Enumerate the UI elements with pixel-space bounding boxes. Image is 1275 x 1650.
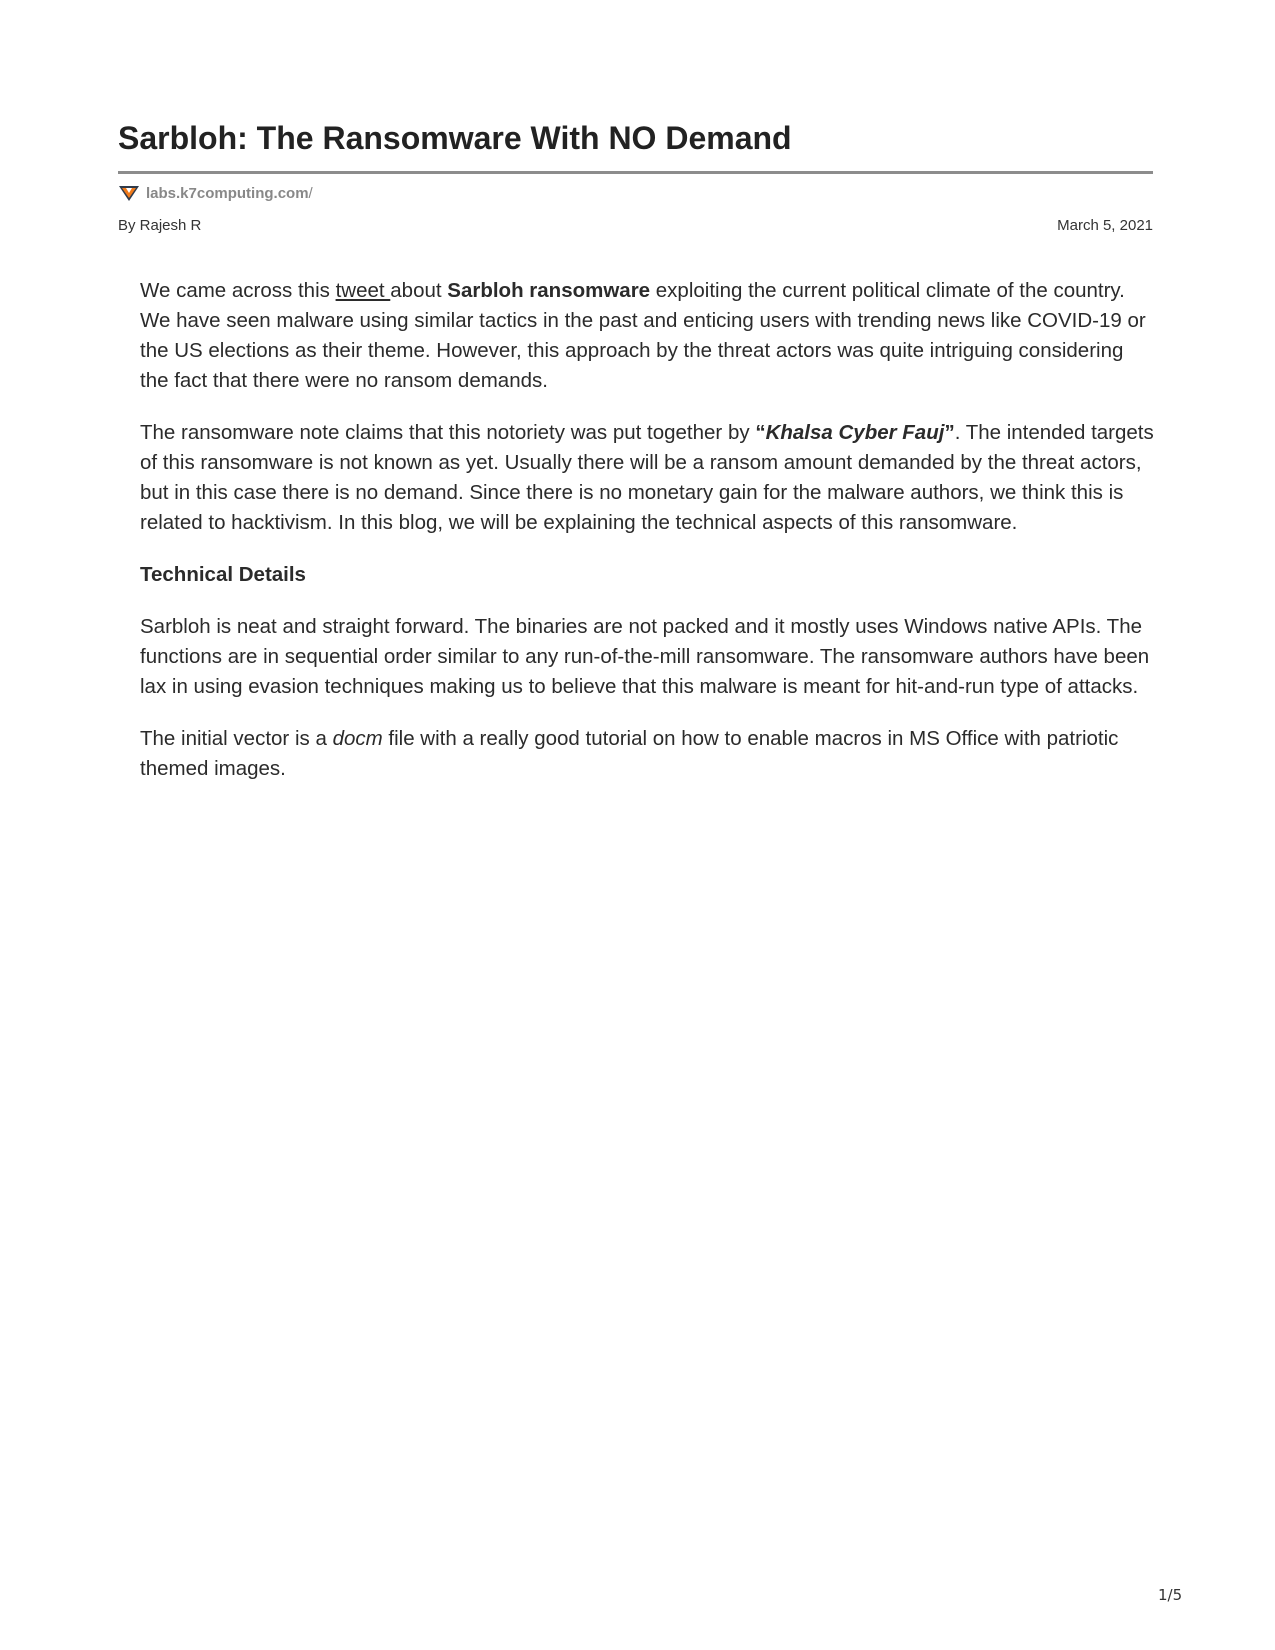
- intro-text-start: We came across this: [140, 279, 336, 302]
- close-quote: ”: [944, 421, 955, 444]
- sarbloh-bold: Sarbloh ransomware: [447, 279, 651, 302]
- page-number: 1/5: [1158, 1586, 1183, 1604]
- article-body: [140, 276, 1155, 806]
- publish-date: March 5, 2021: [1057, 217, 1153, 234]
- paragraph-vector: [140, 724, 1155, 784]
- docm-italic: docm: [332, 727, 383, 750]
- page-title: Sarbloh: The Ransomware With NO Demand: [118, 120, 792, 156]
- intro-text-about: about: [390, 279, 448, 302]
- byline: [118, 217, 1153, 234]
- vector-text-rest: file with a really good tutorial on how to enable macros in MS Office with patriotic themed images.: [140, 727, 1119, 780]
- paragraph-technical: Sarbloh is neat and straight forward. The binaries are not packed and it mostly uses Windows native APIs. The functions are in sequential order similar to any run-of-the-mill ransomware. The ransomware authors have been lax in using evasion techniques making us to believe that this malware is meant for hit-and-run type of attacks.: [140, 615, 1150, 698]
- author: By Rajesh R: [118, 217, 202, 234]
- source-line: [118, 182, 313, 204]
- group-name: Khalsa Cyber Fauj: [765, 421, 945, 444]
- title-divider: [118, 171, 1153, 174]
- k7-logo-icon: [118, 184, 140, 202]
- note-text-start: The ransomware note claims that this notoriety was put together by: [140, 421, 756, 444]
- vector-text-start: The initial vector is a: [140, 727, 333, 750]
- paragraph-note: [140, 418, 1155, 538]
- source-slash: /: [308, 184, 313, 202]
- note-text-rest: . The intended targets of this ransomware is not known as yet. Usually there will be a ransom amount demanded by the threat actors, but in this case there is no demand. Since there is no monetary gain for the malware authors, we think this is related to hacktivism. In this blog, we will be explaining the technical aspects of this ransomware.: [140, 421, 1154, 534]
- paragraph-intro: [140, 276, 1155, 396]
- open-quote: “: [755, 421, 766, 444]
- tweet-link[interactable]: tweet: [335, 279, 391, 302]
- source-domain-link[interactable]: labs.k7computing.com: [146, 184, 309, 202]
- section-heading: Technical Details: [140, 563, 306, 586]
- intro-text-rest: exploiting the current political climate of the country. We have seen malware using similar tactics in the past and enticing users with trending news like COVID-19 or the US elections as their theme. However, this approach by the threat actors was quite intriguing considering the fact that there were no ransom demands.: [140, 279, 1146, 392]
